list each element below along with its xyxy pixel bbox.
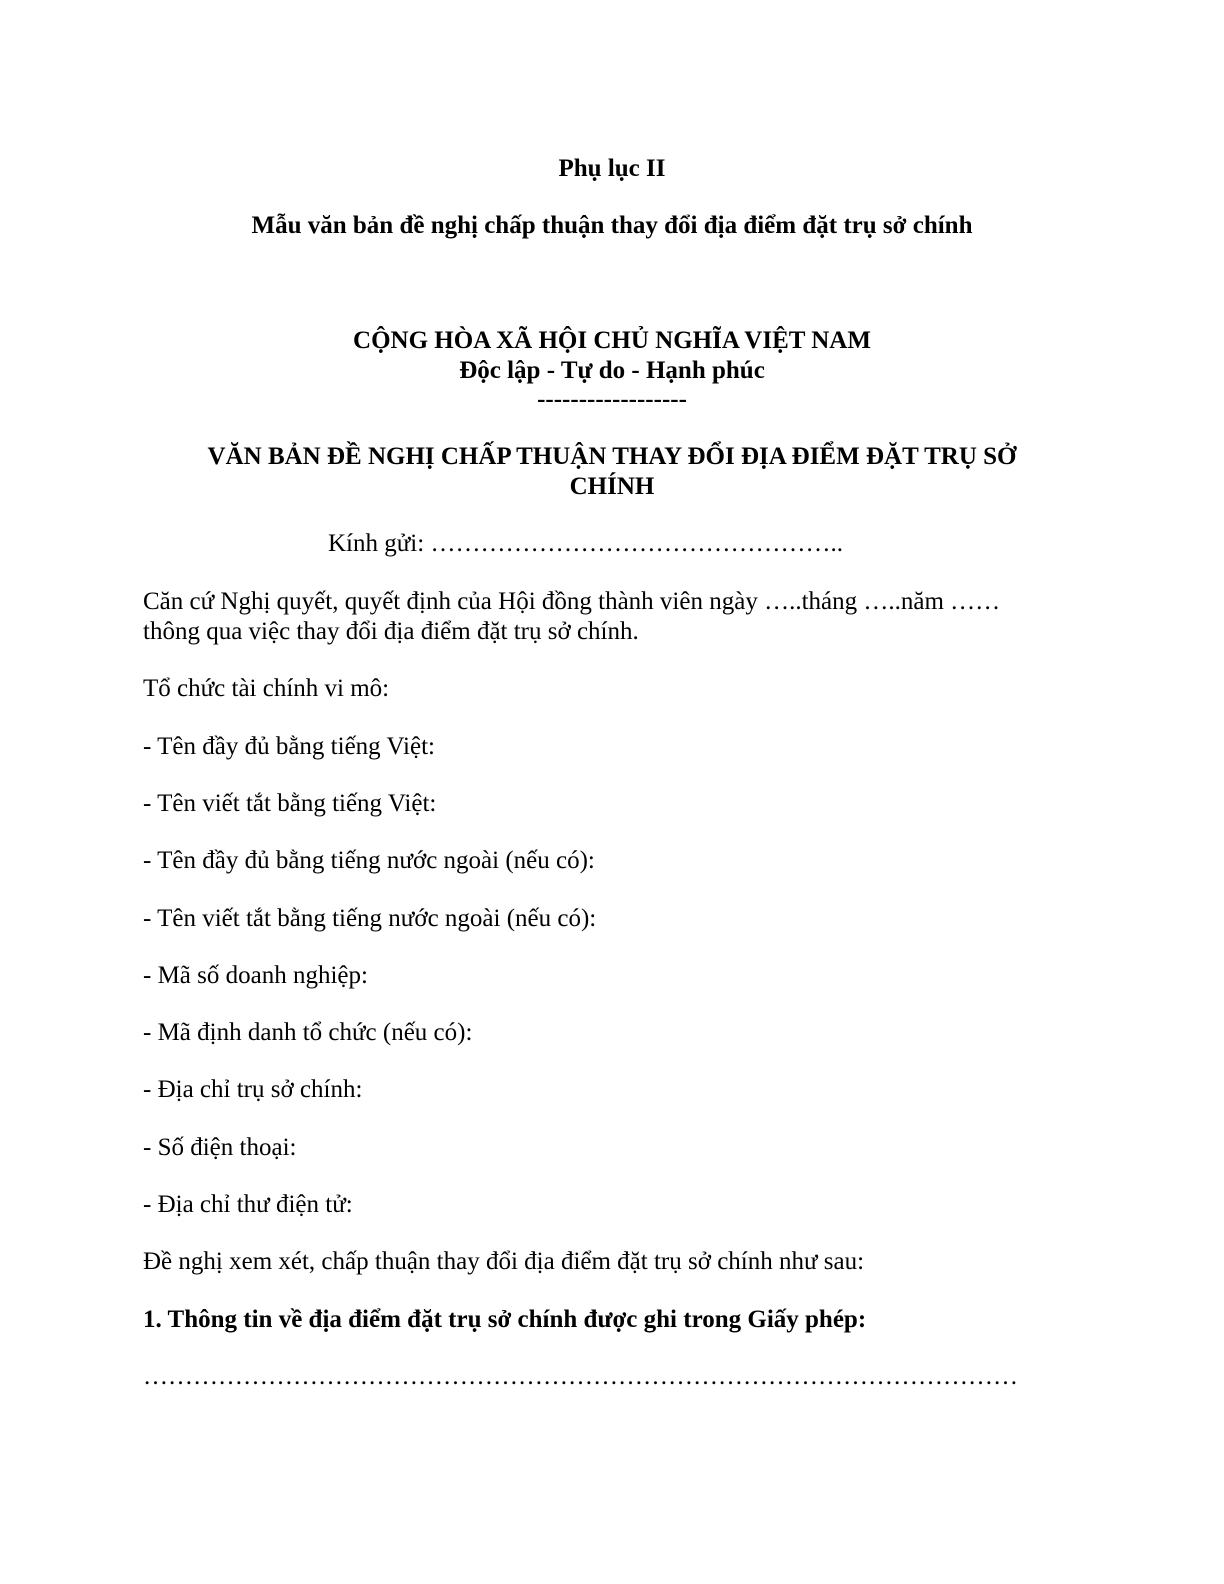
national-header-motto: Độc lập - Tự do - Hạnh phúc xyxy=(459,357,765,384)
request-line: Đề nghị xem xét, chấp thuận thay đổi địa điểm đặt trụ sở chính như sau: xyxy=(143,1248,865,1275)
field-short-name-vi: - Tên viết tắt bằng tiếng Việt: xyxy=(143,790,437,817)
field-email: - Địa chỉ thư điện tử: xyxy=(143,1191,353,1218)
appendix-title: Phụ lục II xyxy=(558,155,666,182)
national-header-separator: ------------------ xyxy=(537,386,687,413)
section1-heading: 1. Thông tin về địa điểm đặt trụ sở chính được ghi trong Giấy phép: xyxy=(143,1306,867,1333)
national-header-country: CỘNG HÒA XÃ HỘI CHỦ NGHĨA VIỆT NAM xyxy=(353,327,871,354)
document-title-line1: VĂN BẢN ĐỀ NGHỊ CHẤP THUẬN THAY ĐỔI ĐỊA ĐIỂM ĐẶT TRỤ SỞ xyxy=(207,443,1017,470)
field-organization-id: - Mã định danh tổ chức (nếu có): xyxy=(143,1019,473,1046)
field-full-name-vi: - Tên đầy đủ bằng tiếng Việt: xyxy=(143,733,435,760)
document-title-line2: CHÍNH xyxy=(569,473,655,500)
field-full-name-foreign: - Tên đầy đủ bằng tiếng nước ngoài (nếu có): xyxy=(143,847,595,874)
field-short-name-foreign: - Tên viết tắt bằng tiếng nước ngoài (nếu có): xyxy=(143,905,597,932)
field-phone: - Số điện thoại: xyxy=(143,1134,297,1161)
appendix-subtitle: Mẫu văn bản đề nghị chấp thuận thay đổi địa điểm đặt trụ sở chính xyxy=(251,212,973,239)
recipient-line: Kính gửi: ………………………………………….. xyxy=(328,530,843,557)
basis-line1: Căn cứ Nghị quyết, quyết định của Hội đồng thành viên ngày …..tháng …..năm …… xyxy=(143,588,1001,615)
basis-line2: thông qua việc thay đổi địa điểm đặt trụ sở chính. xyxy=(143,618,639,645)
field-head-office-address: - Địa chỉ trụ sở chính: xyxy=(143,1076,363,1103)
section1-blank-line: …………………………………………………………………………………………… xyxy=(143,1363,1018,1390)
field-enterprise-code: - Mã số doanh nghiệp: xyxy=(143,962,368,989)
organization-heading: Tổ chức tài chính vi mô: xyxy=(143,675,390,702)
